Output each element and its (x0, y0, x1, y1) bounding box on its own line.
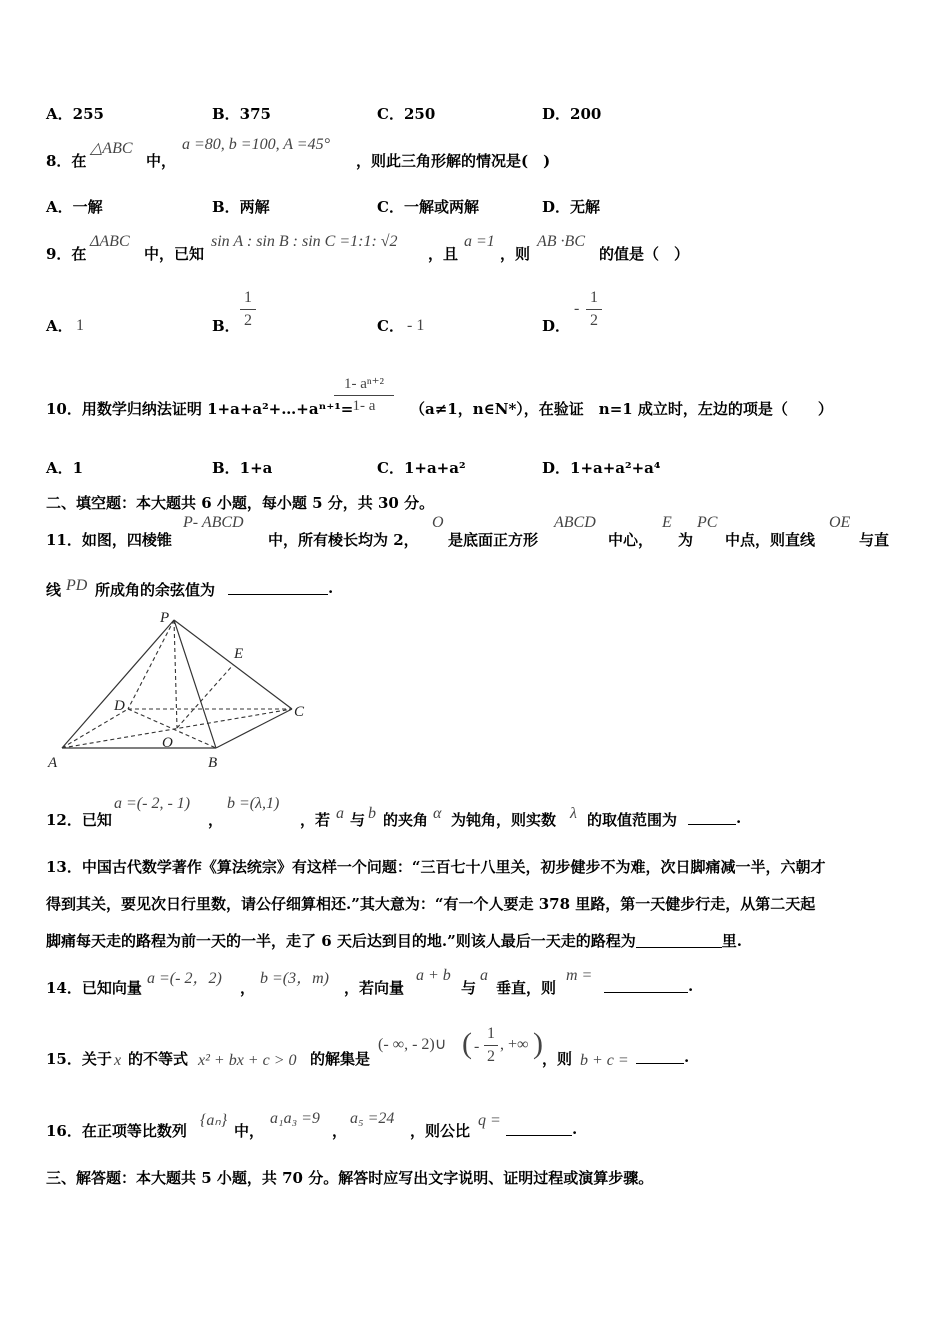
math-sequence: {aₙ} (200, 1112, 228, 1129)
math-interval: (- ∞, - 2)∪ (378, 1036, 447, 1053)
question-text: 16．在正项等比数列 (46, 1122, 187, 1140)
question-text: （a≠1，n∈N*），在验证 n=1 成立时，左边的项是（ ） (410, 400, 833, 418)
math-oe: OE (829, 514, 851, 531)
option-a: A．255 (46, 105, 104, 123)
question-text: ，则此三角形解的情况是( ) (356, 152, 551, 170)
denominator: 2 (244, 312, 252, 329)
edge-ad (62, 709, 128, 748)
numerator: 1 (244, 289, 252, 306)
math-b: b (368, 805, 376, 822)
edge-pa (62, 620, 174, 748)
denominator: 2 (590, 312, 598, 329)
math-product: a₁a₃ =9 (270, 1110, 320, 1127)
question-text: 12．已知 (46, 811, 112, 829)
answer-blank: . (688, 809, 741, 827)
math-pc: PC (697, 514, 718, 531)
label-b: B (208, 755, 218, 770)
math-inequality: x² + bx + c > 0 (198, 1052, 297, 1069)
option-a: A．1 (46, 459, 84, 477)
option-b: B．375 (212, 105, 271, 123)
question-line: 得到其关，要见次日行里数，请公仔细算相还.”其大意为：“有一个人要走 378 里路，第一天健步行走，从第二天起 (46, 895, 816, 913)
math-fraction (334, 374, 394, 415)
math-condition: a =80, b =100, A =45° (182, 136, 330, 153)
option-d-fraction (586, 289, 602, 330)
math-triangle: ΔABC (90, 233, 130, 250)
question-text: ，若向量 (344, 979, 405, 997)
math-m: m = (566, 967, 593, 984)
math-fraction (484, 1025, 498, 1066)
question-text: 的取值范围为 (587, 811, 678, 829)
label-a: A (48, 755, 58, 770)
math-vector-a: a =(- 2, - 1) (114, 795, 191, 812)
math-triangle: △ABC (90, 140, 133, 157)
question-line: 脚痛每天走的路程为前一天的一半，走了 6 天后达到目的地.”则该人最后一天走的路程为 里. (46, 932, 742, 950)
option-d: D．1+a+a²+a⁴ (542, 459, 661, 477)
question-text: 的解集是 (310, 1050, 371, 1068)
option-a-value: 1 (76, 317, 84, 334)
question-text: 14．已知向量 (46, 979, 142, 997)
question-text: ，则 (542, 1050, 573, 1068)
question-text: 线 (46, 581, 62, 599)
question-text: 中， (146, 152, 177, 170)
numerator: 1 (487, 1025, 495, 1042)
question-text: 与直 (859, 531, 890, 549)
math-pd: PD (66, 577, 88, 594)
option-d: D．200 (542, 105, 602, 123)
section-heading: 三、解答题：本大题共 5 小题，共 70 分。解答时应写出文字说明、证明过程或演算步骤。 (46, 1169, 654, 1187)
math-a5: a₅ =24 (350, 1110, 395, 1127)
math-vector-a: a =(- 2，2) (147, 970, 222, 987)
denominator: 2 (487, 1048, 495, 1065)
option-c-value: - 1 (407, 317, 425, 334)
option-c: C． (377, 317, 404, 335)
question-text: 10．用数学归纳法证明 1+a+a²+…+aⁿ⁺¹= (46, 400, 354, 418)
math-vector-b: b =(3，m) (260, 970, 330, 987)
question-text: 为钝角，则实数 (451, 811, 557, 829)
question-text: ， (208, 811, 224, 829)
math-sign: - (474, 1038, 480, 1055)
math-lambda: λ (570, 805, 577, 822)
pyramid-figure (44, 610, 314, 770)
paren-right: ) (533, 1027, 543, 1060)
label-d: D (114, 698, 125, 714)
option-d-sign: - (574, 300, 580, 317)
question-text: ，若 (300, 811, 331, 829)
label-e: E (234, 646, 244, 662)
edge-bc (216, 709, 292, 748)
math-b-plus-c: b + c = (580, 1052, 629, 1069)
question-text: ，则公比 (410, 1122, 471, 1140)
question-text: 的值是（ ） (599, 245, 690, 263)
option-b-fraction (240, 289, 256, 330)
math-pyramid: P- ABCD (183, 514, 244, 531)
question-text: 中， (234, 1122, 265, 1140)
option-a: A． (46, 317, 73, 335)
option-b: B．1+a (212, 459, 273, 477)
math-x: x (114, 1052, 122, 1069)
question-text: 垂直，则 (496, 979, 557, 997)
math-ratio: sin A : sin B : sin C =1:1: √2 (211, 233, 398, 250)
math-a: a (480, 967, 488, 984)
edge-pc (174, 620, 292, 709)
answer-blank: . (604, 977, 693, 995)
question-text: 与 (461, 979, 477, 997)
option-d: D． (542, 317, 571, 335)
answer-blank: . (228, 579, 333, 597)
denominator: 1- a (352, 398, 376, 414)
question-text: 中，所有棱长均为 2， (268, 531, 419, 549)
label-p: P (160, 610, 170, 626)
question-text: ，且 (428, 245, 459, 263)
answer-blank: . (636, 1048, 689, 1066)
option-d: D．无解 (542, 198, 601, 216)
answer-blank: . (506, 1120, 577, 1138)
question-text: 的不等式 (128, 1050, 189, 1068)
question-text: ，则 (500, 245, 531, 263)
option-b: B．两解 (212, 198, 270, 216)
paren-left: ( (462, 1027, 472, 1060)
numerator: 1- aⁿ⁺² (343, 376, 385, 392)
math-a: a (336, 805, 344, 822)
option-c: C．1+a+a² (377, 459, 466, 477)
numerator: 1 (590, 289, 598, 306)
section-heading: 二、填空题：本大题共 6 小题，每小题 5 分，共 30 分。 (46, 494, 435, 512)
math-a: a =1 (464, 233, 495, 250)
label-o: O (162, 735, 173, 751)
edge-pb (174, 620, 216, 748)
line-oe (177, 665, 233, 728)
math-o: O (432, 514, 444, 531)
option-a: A．一解 (46, 198, 103, 216)
question-text: 15．关于 (46, 1050, 112, 1068)
option-c: C．250 (377, 105, 436, 123)
question-text: 中心， (608, 531, 654, 549)
option-c: C．一解或两解 (377, 198, 479, 216)
question-text: 11．如图，四棱锥 (46, 531, 172, 549)
question-text: 为 (678, 531, 694, 549)
line-po (174, 620, 177, 728)
math-dot-product: AB ·BC (537, 233, 585, 250)
math-e: E (662, 514, 672, 531)
question-text: 中，已知 (144, 245, 205, 263)
question-text: 所成角的余弦值为 (95, 581, 216, 599)
question-text: 的夹角 (383, 811, 429, 829)
math-q: q = (478, 1112, 501, 1129)
question-number: 8．在 (46, 152, 87, 170)
question-text: ， (332, 1122, 348, 1140)
math-interval: , +∞ (500, 1036, 529, 1053)
question-number: 9．在 (46, 245, 87, 263)
math-alpha: α (433, 805, 442, 822)
question-text: 中点，则直线 (725, 531, 816, 549)
question-line: 13．中国古代数学著作《算法统宗》有这样一个问题：“三百七十八里关，初步健步不为难，次日脚痛减一半，六朝才 (46, 858, 826, 876)
question-text: 与 (350, 811, 366, 829)
math-vector-b: b =(λ,1) (227, 795, 280, 812)
label-c: C (294, 704, 305, 720)
math-a-plus-b: a + b (416, 967, 451, 984)
option-b: B． (212, 317, 240, 335)
question-text: ， (240, 979, 256, 997)
math-square: ABCD (554, 514, 596, 531)
question-text: 是底面正方形 (448, 531, 539, 549)
